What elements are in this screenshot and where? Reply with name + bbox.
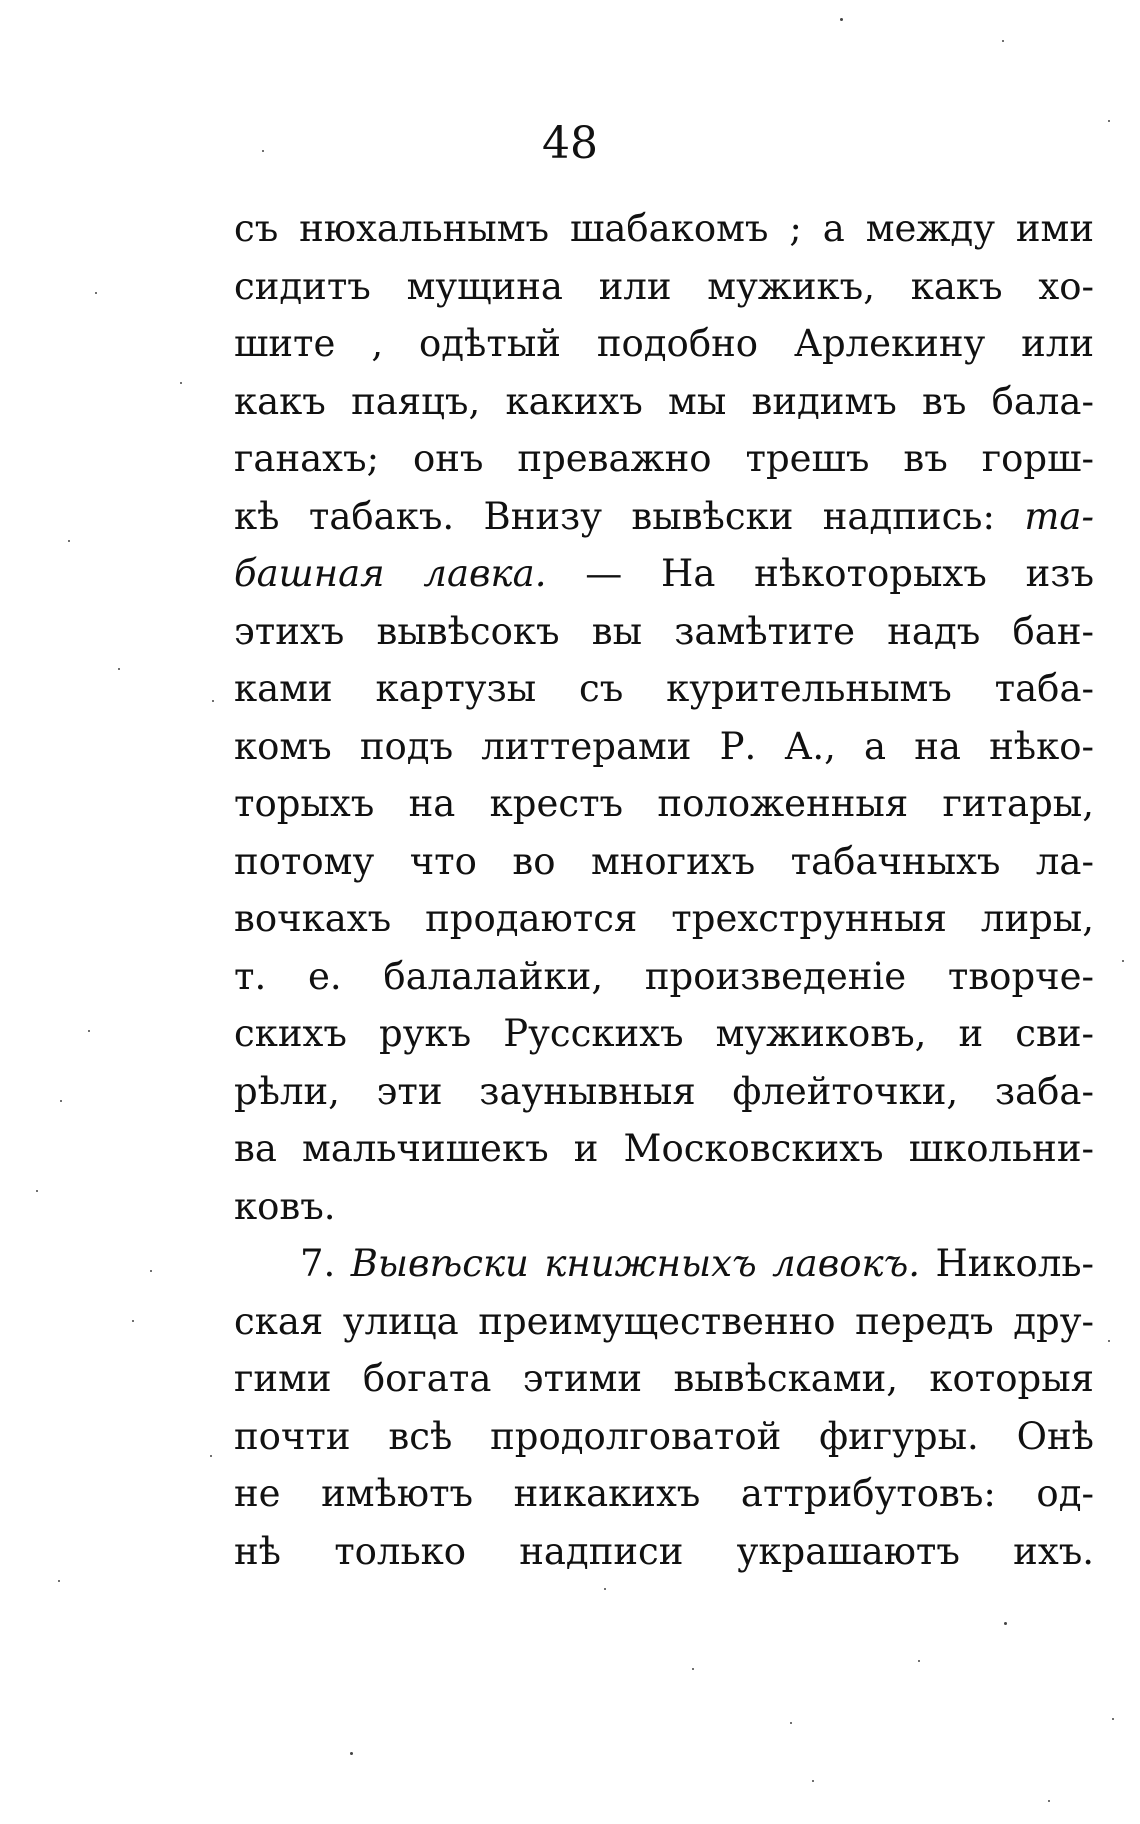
paper-speck — [918, 1660, 920, 1662]
paper-speck — [150, 1270, 152, 1272]
paper-speck — [350, 1752, 353, 1755]
line-text: съ нюхальнымъ шабакомъ ; а между ими — [234, 207, 1094, 250]
line-text: ганахъ; онъ преважно трешъ въ горш- — [234, 437, 1094, 480]
line-text: кѣ табакъ. Внизу вывѣски надпись: — [234, 494, 1025, 538]
text-line — [234, 1465, 1094, 1523]
line-text: вочкахъ продаются трехструнныя лиры, — [234, 897, 1094, 940]
line-text: не имѣютъ никакихъ аттрибутовъ: од- — [234, 1472, 1094, 1515]
paper-speck — [1004, 1622, 1007, 1625]
line-text: этихъ вывѣсокъ вы замѣтите надъ бан- — [234, 609, 1094, 653]
line-text: гими богата этими вывѣсками, которыя — [234, 1357, 1094, 1400]
text-line — [234, 948, 1094, 1006]
paper-speck — [88, 1030, 90, 1032]
paper-speck — [58, 1580, 60, 1582]
paper-speck — [95, 292, 97, 294]
paper-speck — [1112, 1718, 1114, 1720]
paper-speck — [36, 1190, 38, 1192]
paper-speck — [1108, 120, 1110, 122]
line-text: 7. — [300, 1242, 351, 1285]
paper-speck — [118, 668, 120, 670]
paper-speck — [604, 1588, 606, 1590]
line-text: ковъ. — [234, 1184, 336, 1228]
text-line — [234, 775, 1094, 833]
text-line — [234, 315, 1094, 373]
paper-speck — [180, 382, 182, 384]
line-text: ская улица преимущественно передъ дру- — [234, 1299, 1094, 1343]
text-line — [234, 1063, 1094, 1121]
text-line — [234, 373, 1094, 431]
page-text — [234, 200, 1094, 1580]
line-text: скихъ рукъ Русскихъ мужиковъ, и сви- — [234, 1012, 1094, 1055]
text-line — [234, 258, 1094, 316]
paper-speck — [262, 150, 264, 152]
italic-text: та- — [1024, 494, 1094, 538]
line-text: — На нѣкоторыхъ изъ — [546, 552, 1094, 595]
text-line — [234, 1235, 1094, 1293]
paper-speck — [692, 1668, 694, 1670]
paper-speck — [840, 18, 843, 21]
text-line — [234, 430, 1094, 488]
text-line — [234, 833, 1094, 891]
paper-speck — [132, 1320, 134, 1322]
line-text: т. е. балалайки, произведеніе творче- — [234, 954, 1094, 998]
line-text: Николь- — [920, 1242, 1094, 1285]
text-line — [234, 1120, 1094, 1178]
text-line — [234, 545, 1094, 603]
paper-speck — [68, 540, 70, 542]
paper-speck — [1108, 1340, 1110, 1342]
paper-speck — [790, 1722, 792, 1724]
line-text: какъ паяцъ, какихъ мы видимъ въ бала- — [234, 379, 1094, 423]
text-line — [234, 1350, 1094, 1408]
page-number: 48 — [542, 118, 598, 169]
paper-speck — [812, 1780, 814, 1782]
paper-speck — [210, 1455, 212, 1457]
paper-speck — [212, 700, 214, 702]
paper-speck — [1122, 960, 1124, 962]
paper-speck — [1048, 1800, 1050, 1802]
italic-text: Вывѣски книжныхъ лавокъ. — [350, 1242, 921, 1285]
line-text: ками картузы съ курительнымъ таба- — [234, 667, 1094, 710]
text-line — [234, 1523, 1094, 1581]
line-text: комъ подъ литтерами Р. А., а на нѣко- — [234, 724, 1094, 768]
line-text: сидитъ мущина или мужикъ, какъ хо- — [234, 264, 1094, 308]
text-line — [234, 200, 1094, 258]
line-text: рѣли, эти заунывныя флейточки, заба- — [234, 1069, 1094, 1113]
line-text: почти всѣ продолговатой фигуры. Онѣ — [234, 1414, 1094, 1458]
italic-text: башная лавка. — [234, 552, 547, 595]
line-text: ва мальчишекъ и Московскихъ школьни- — [234, 1127, 1094, 1170]
text-line — [234, 890, 1094, 948]
text-line — [234, 603, 1094, 661]
line-text: потому что во многихъ табачныхъ ла- — [234, 839, 1094, 883]
line-text: нѣ только надписи украшаютъ ихъ. — [234, 1529, 1094, 1573]
text-line — [234, 1005, 1094, 1063]
text-line — [234, 1408, 1094, 1466]
line-text: шите , одѣтый подобно Арлекину или — [234, 322, 1094, 365]
text-line — [234, 718, 1094, 776]
paper-speck — [60, 1100, 62, 1102]
text-line — [234, 1293, 1094, 1351]
text-line — [234, 1178, 1094, 1236]
line-text: торыхъ на крестъ положенныя гитары, — [234, 782, 1094, 825]
text-line — [234, 488, 1094, 546]
paper-speck — [1002, 40, 1004, 42]
text-line — [234, 660, 1094, 718]
